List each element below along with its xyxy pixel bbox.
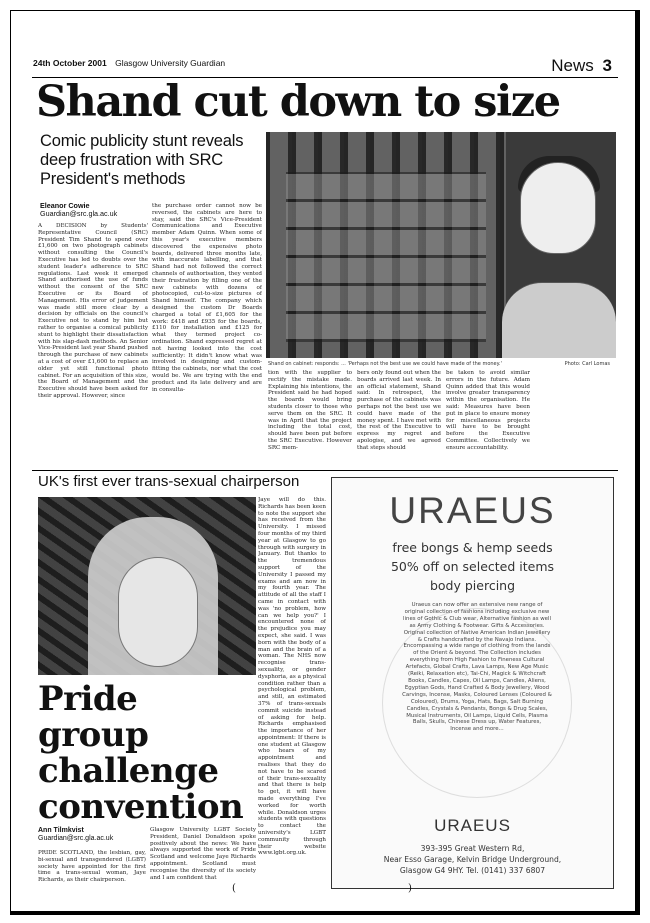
main-author: Eleanor Cowie bbox=[40, 201, 90, 210]
promo-line-2: 50% off on selected items bbox=[390, 559, 555, 574]
main-column-2 bbox=[152, 203, 262, 459]
main-deck: Comic publicity stunt reveals deep frustration with SRC President's methods bbox=[40, 132, 244, 188]
second-byline bbox=[38, 827, 113, 843]
second-story-subhead: UK's first ever trans-sexual chairperson bbox=[38, 473, 300, 490]
main-column-2-text: the purchase order cannot now be reversed, the cabinets are here to stay, said the SRC's Vice-President Communications and Executive member Adam Quinn. When some of this year's executive members discovered the expensive photo boards, delivered three months late, with inaccurate labelling, and that Shand had not followed the correct channels of authorisation, they vented their frustration by filling one of the new cabinets with dozens of photocopied, cut-to-size pictures of Shand himself. The company which designed the custom Dr Boards charged a total of £1,605 for the work: £418 and £935 for the boards, £110 for installation and £125 for what they termed project co-ordination. Shand expressed regret at not having looked into the cost sufficiently: It didn't know what was involved in designing and custom-fitting the cabinets, nor what the cost would be. We are trying with the end product and its late delivery and are in consulta- bbox=[152, 203, 262, 393]
main-column-4-text: bers only found out when the boards arrived last week. In an official statement, Shand said: In retrospect, the purchase of the cabinets was perhaps not the best use we could have made of the money spent. I have met with the rest of the Executive to express my regret and apologise, and we agreed that steps should bbox=[357, 370, 441, 451]
publication-name: Glasgow University Guardian bbox=[115, 58, 226, 68]
advert-promo bbox=[332, 538, 613, 595]
second-story-headline bbox=[34, 675, 258, 825]
photo-subject-face bbox=[520, 162, 596, 254]
main-headline: Shand cut down to size bbox=[36, 77, 560, 127]
middle-rule bbox=[32, 470, 618, 471]
second-column-3-text: Jaye will do this. Richards has been keen to note the support she has received from the University. I missed four months of my third year at Glasgow to go through with surgery in January. But thanks to the tremendous support of the University I passed my exams and am now in my fourth year. The attitude of all the staff I came in contact with was 'no problem, how can we help you?' I encountered none of the prejudice you may expect, she said. I was born with the body of a man and the brain of a woman. The NHS now recognise trans-sexuality, or gender dysphoria, as a physical condition rather than a psychological problem, and still, an estimated 37% of trans-sexuals commit suicide instead of asking for help. Richards emphasised the importance of her appointment: If there is one student at Glasgow who hears of my appointment and realises that they do not have to be scared of their trans-sexuality and that there is help to get, it will have made everything I've worked for worth while. Donaldson urges students with questions to contact the university's LGBT community through their website www.lgbt.org.uk. bbox=[258, 497, 326, 857]
section-name: News bbox=[551, 56, 594, 75]
advert-brand: URAEUS bbox=[389, 490, 556, 531]
second-column-1 bbox=[38, 850, 146, 890]
main-column-1-text: A DECISION by Students' Representative Council (SRC) President Tim Shand to spend over £1,600 on two photograph cabinets without consulting the Council's Executive has led to doubts over the student leader's adherence to SRC regulations. Last week it emerged Shand authorised the use of funds without the consent of the SRC Executive or its Board of Management. His error of judgement was made still more clear by a decision by officials on the council's Executive not to stand by him but rather to organise a comical publicity stunt to highlight their dissatisfaction with his slap-dash methods. An Senior Vice-President last year Shand pushed through the purchase of new cabinets at a cost of over £1,600 to replace an older yet still functional photo cabinet. For an acquisition of this size, the Board of Management and the Executive should have been asked for their approval. However, since bbox=[38, 223, 148, 399]
photo-subject-body bbox=[502, 282, 616, 358]
main-photo bbox=[266, 132, 616, 358]
main-column-5 bbox=[446, 370, 530, 462]
second-column-3 bbox=[258, 497, 326, 887]
main-column-3 bbox=[268, 370, 352, 462]
margin-mark-left: ( bbox=[232, 883, 236, 894]
photo-cabinet bbox=[286, 172, 486, 342]
headline-line-2: challenge bbox=[38, 751, 219, 791]
second-column-2-text: Glasgow University LGBT Society President, Daniel Donaldson spoke positively about the news: We have always supported the work of Pride Scotland and welcome Jaye Richards appointment. Scotland must recognise the diversity of its society and I am confident that bbox=[150, 827, 256, 881]
main-photo-caption bbox=[268, 361, 614, 367]
folio-line bbox=[33, 58, 225, 68]
promo-line-3: body piercing bbox=[429, 578, 516, 593]
advert-body: Uraeus can now offer an extensive new range of original collection of fashions including exclusive new lines of Gothic & Club wear, Alternative fashion as well as Army Clothing & Footwear. Gifts & Accessories. Original collection of Native American Indian Jewellery & Crafts handcrafted by the Navajo Indians. Encompassing a wide range of clothing from the lands of the Orient & beyond. The Collection includes everything from High Fashion to Fineness Cultural Artefacts, Global Crafts, Lava Lamps, New Age Music (Reiki, Relaxation etc), Tai-Chi, Magick & Witchcraft Books, Candles, Capes, Oil Lamps, Candles, Aliens, Egyptian Gods, Hand Crafted & Body Jewellery, Wood Carvings, Incense, Masks, Coloured Lenses (Coloured & Coloured), Drums, Yoga, Hats, Bags, Salt Burning Candles, Crystals & Pendants, Bongs & Drug Scales, Musical Instruments, Oil Lamps, Liquid Cells, Plasma Balls, Skulls, Chinese Dress up, Water Features, Incense and more... bbox=[402, 602, 552, 733]
headline-line-3: convention bbox=[38, 787, 244, 827]
main-author-email: Guardian@src.gla.ac.uk bbox=[40, 209, 118, 218]
photo-credit: Photo: Carl Lomas bbox=[564, 361, 610, 367]
advert-address bbox=[332, 843, 613, 876]
address-line-2: Near Esso Garage, Kelvin Bridge Underground, bbox=[383, 855, 562, 864]
promo-line-1: free bongs & hemp seeds bbox=[392, 540, 553, 555]
uraeus-advert bbox=[331, 477, 614, 889]
second-column-1-text: PRIDE SCOTLAND, the lesbian, gay, bi-sexual and transgendered (LGBT) society have appointed for the first time a trans-sexual woman, Jaye Richards, as their chairperson. bbox=[38, 850, 146, 884]
headline-line-1: Pride group bbox=[38, 679, 149, 755]
main-byline bbox=[40, 202, 117, 218]
main-column-5-text: be taken to avoid similar errors in the future. Adam Quinn added that this would involve greater transparency within the organisation. He said: Measures have been put in place to ensure money for miscellaneous projects will have to be brought before the Executive Committee. Collectively we ensure accountability. bbox=[446, 370, 530, 451]
section-label bbox=[551, 56, 612, 76]
address-line-3: Glasgow G4 9HY. Tel. (0141) 337 6807 bbox=[399, 866, 546, 875]
main-column-1 bbox=[38, 223, 148, 459]
second-author: Ann Tilmkvist bbox=[38, 827, 84, 834]
second-author-email: Guardian@src.gla.ac.uk bbox=[38, 835, 114, 842]
main-column-3-text: tion with the supplier to rectify the mistake made. Explaining his intentions, the President said he had hoped the boards would bring students closer to those who serve them on the SRC. It was in April that the project including the total cost, should have been put before the SRC Executive. However SRC mem- bbox=[268, 370, 352, 451]
caption-text: Shand on cabinet: responds: ... 'Perhaps not the best use we could have made of the money.' bbox=[268, 361, 502, 367]
second-column-2 bbox=[150, 827, 256, 890]
main-column-4 bbox=[357, 370, 441, 462]
issue-date: 24th October 2001 bbox=[33, 58, 107, 68]
address-line-1: 393-395 Great Western Rd, bbox=[420, 844, 525, 853]
margin-mark-right: ) bbox=[408, 883, 412, 894]
photo-subject-face bbox=[118, 557, 198, 667]
page-number: 3 bbox=[602, 56, 612, 75]
advert-brand-footer: URAEUS bbox=[434, 816, 511, 835]
